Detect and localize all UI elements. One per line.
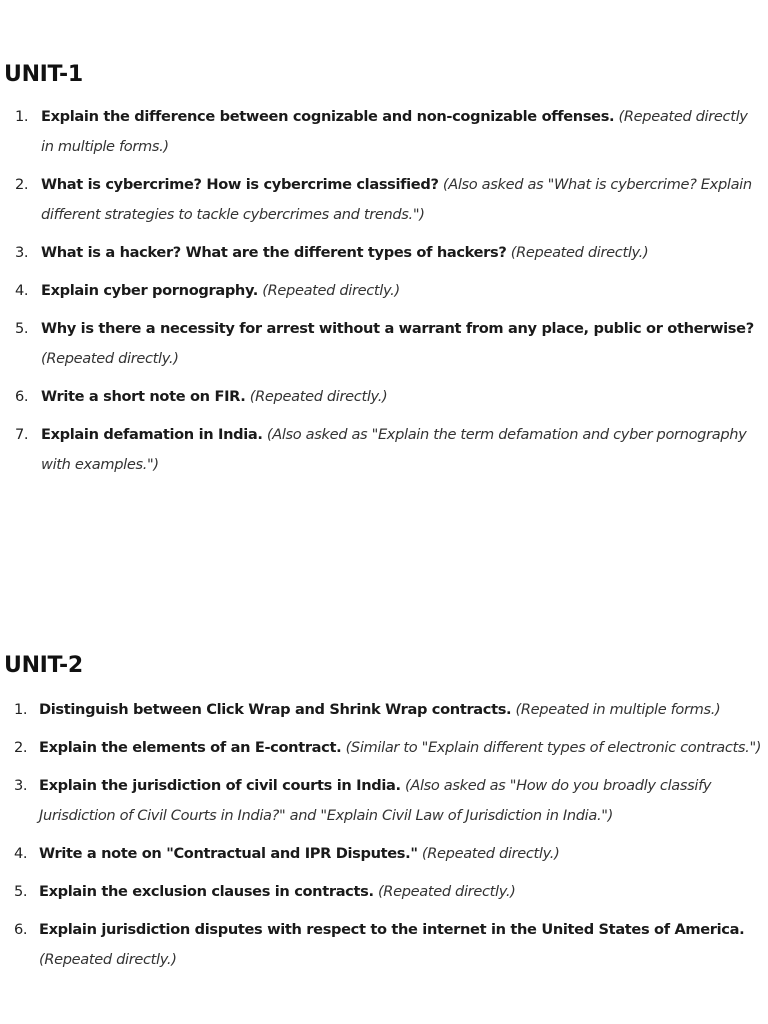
question-note: (Repeated directly in multiple forms.) (41, 108, 748, 155)
question-text: Explain defamation in India. (41, 426, 263, 443)
question-note: (Repeated directly.) (510, 244, 649, 261)
question-note: (Repeated directly.) (249, 388, 388, 405)
question-item (0, 695, 768, 725)
question-note: (Repeated directly.) (421, 845, 560, 862)
question-number: 5. (15, 320, 29, 337)
question-note: (Repeated in multiple forms.) (515, 701, 721, 718)
question-note: (Repeated directly.) (262, 282, 400, 299)
question-text: Explain cyber pornography. (41, 282, 258, 299)
question-note: (Repeated directly.) (39, 951, 177, 968)
question-text: Explain the elements of an E-contract. (39, 739, 342, 756)
unit-heading: UNIT-2 (4, 653, 83, 678)
question-number: 5. (14, 883, 28, 900)
question-text: Explain the exclusion clauses in contracts. (39, 883, 374, 900)
question-list (0, 695, 768, 975)
question-note: (Repeated directly.) (377, 883, 516, 900)
question-note: (Repeated directly.) (41, 350, 179, 367)
question-item (0, 238, 768, 268)
question-item (0, 420, 768, 480)
question-text: Distinguish between Click Wrap and Shrink Wrap contracts. (39, 701, 512, 718)
question-number: 2. (15, 176, 29, 193)
question-text: Write a short note on FIR. (41, 388, 246, 405)
question-text: Why is there a necessity for arrest without a warrant from any place, public or otherwise? (41, 320, 754, 337)
question-number: 6. (15, 388, 29, 405)
question-item (0, 314, 768, 374)
question-number: 7. (15, 426, 29, 443)
unit-1-section (0, 60, 768, 488)
question-number: 6. (14, 921, 28, 938)
question-note: (Similar to "Explain different types of electronic contracts.") (345, 739, 762, 756)
question-item (0, 839, 768, 869)
question-item (0, 102, 768, 162)
question-note: (Also asked as "What is cybercrime? Explain different strategies to tackle cybercrimes and trends.") (41, 176, 752, 223)
question-number: 2. (14, 739, 28, 756)
question-text: Write a note on "Contractual and IPR Disputes." (39, 845, 418, 862)
question-number: 4. (14, 845, 28, 862)
question-item (0, 877, 768, 907)
question-item (0, 771, 768, 831)
question-text: What is cybercrime? How is cybercrime classified? (41, 176, 439, 193)
unit-heading: UNIT-1 (4, 62, 83, 87)
question-item (0, 170, 768, 230)
question-number: 3. (15, 244, 29, 261)
question-number: 3. (14, 777, 28, 794)
question-note: (Also asked as "How do you broadly classify Jurisdiction of Civil Courts in India?" and "Explain Civil Law of Jurisdiction in India.") (39, 777, 712, 824)
question-item (0, 733, 768, 763)
question-item (0, 382, 768, 412)
question-number: 1. (15, 108, 29, 125)
question-note: (Also asked as "Explain the term defamation and cyber pornography with examples.") (41, 426, 747, 473)
question-number: 1. (14, 701, 28, 718)
question-text: Explain jurisdiction disputes with respect to the internet in the United States of America. (39, 921, 745, 938)
question-number: 4. (15, 282, 29, 299)
question-item (0, 915, 768, 975)
unit-2-section (0, 651, 768, 983)
question-text: Explain the difference between cognizable and non-cognizable offenses. (41, 108, 615, 125)
question-text: Explain the jurisdiction of civil courts in India. (39, 777, 401, 794)
question-text: What is a hacker? What are the different types of hackers? (41, 244, 507, 261)
question-list (0, 102, 768, 480)
question-item (0, 276, 768, 306)
